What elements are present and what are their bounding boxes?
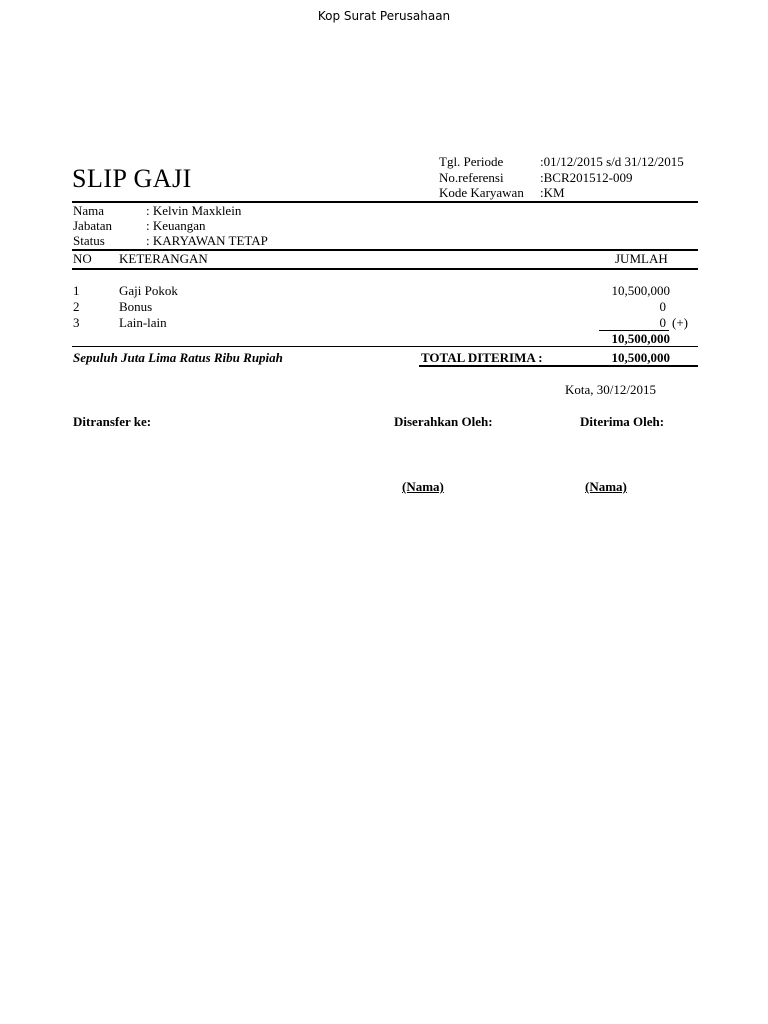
meta-value-kode: :KM [540,185,565,200]
employee-label-nama: Nama [73,203,105,218]
employee-value-nama: : Kelvin Maxklein [146,203,242,218]
table-row-jumlah: 0 [659,315,666,330]
meta-value-periode: :01/12/2015 s/d 31/12/2015 [540,154,684,169]
place-date: Kota, 30/12/2015 [565,382,656,397]
table-row-no: 1 [73,283,80,298]
employee-value-status: : KARYAWAN TETAP [146,233,268,248]
table-row-jumlah: 10,500,000 [611,283,670,298]
total-rule [419,365,698,367]
table-header-keterangan: KETERANGAN [119,251,208,266]
employee-label-status: Status [73,233,105,248]
table-row-keterangan: Bonus [119,299,153,314]
received-by-label: Diterima Oleh: [580,414,665,429]
total-value: 10,500,000 [611,350,670,365]
plus-sign: (+) [672,315,688,330]
divider-subtotal [72,346,698,347]
table-row-jumlah: 0 [659,299,666,314]
meta-value-referensi: :BCR201512-009 [540,170,633,185]
letterhead-text: Kop Surat Perusahaan [317,9,451,23]
table-header-no: NO [73,251,92,266]
table-row-no: 3 [73,315,80,330]
meta-label-referensi: No.referensi [439,170,504,185]
subtotal-value: 10,500,000 [611,331,670,346]
meta-label-kode: Kode Karyawan [439,185,524,200]
slip-title: SLIP GAJI [72,164,192,193]
received-by-name: (Nama) [585,479,627,494]
total-label: TOTAL DITERIMA : [421,350,543,365]
table-row-no: 2 [73,299,80,314]
table-header-jumlah: JUMLAH [615,251,668,266]
meta-label-periode: Tgl. Periode [439,154,504,169]
divider-table-header [72,268,698,270]
amount-in-words: Sepuluh Juta Lima Ratus Ribu Rupiah [73,350,283,365]
table-row-keterangan: Lain-lain [119,315,167,330]
table-row-keterangan: Gaji Pokok [119,283,178,298]
employee-value-jabatan: : Keuangan [146,218,206,233]
handed-by-label: Diserahkan Oleh: [394,414,493,429]
employee-label-jabatan: Jabatan [73,218,112,233]
transfer-label: Ditransfer ke: [73,414,152,429]
handed-by-name: (Nama) [402,479,444,494]
